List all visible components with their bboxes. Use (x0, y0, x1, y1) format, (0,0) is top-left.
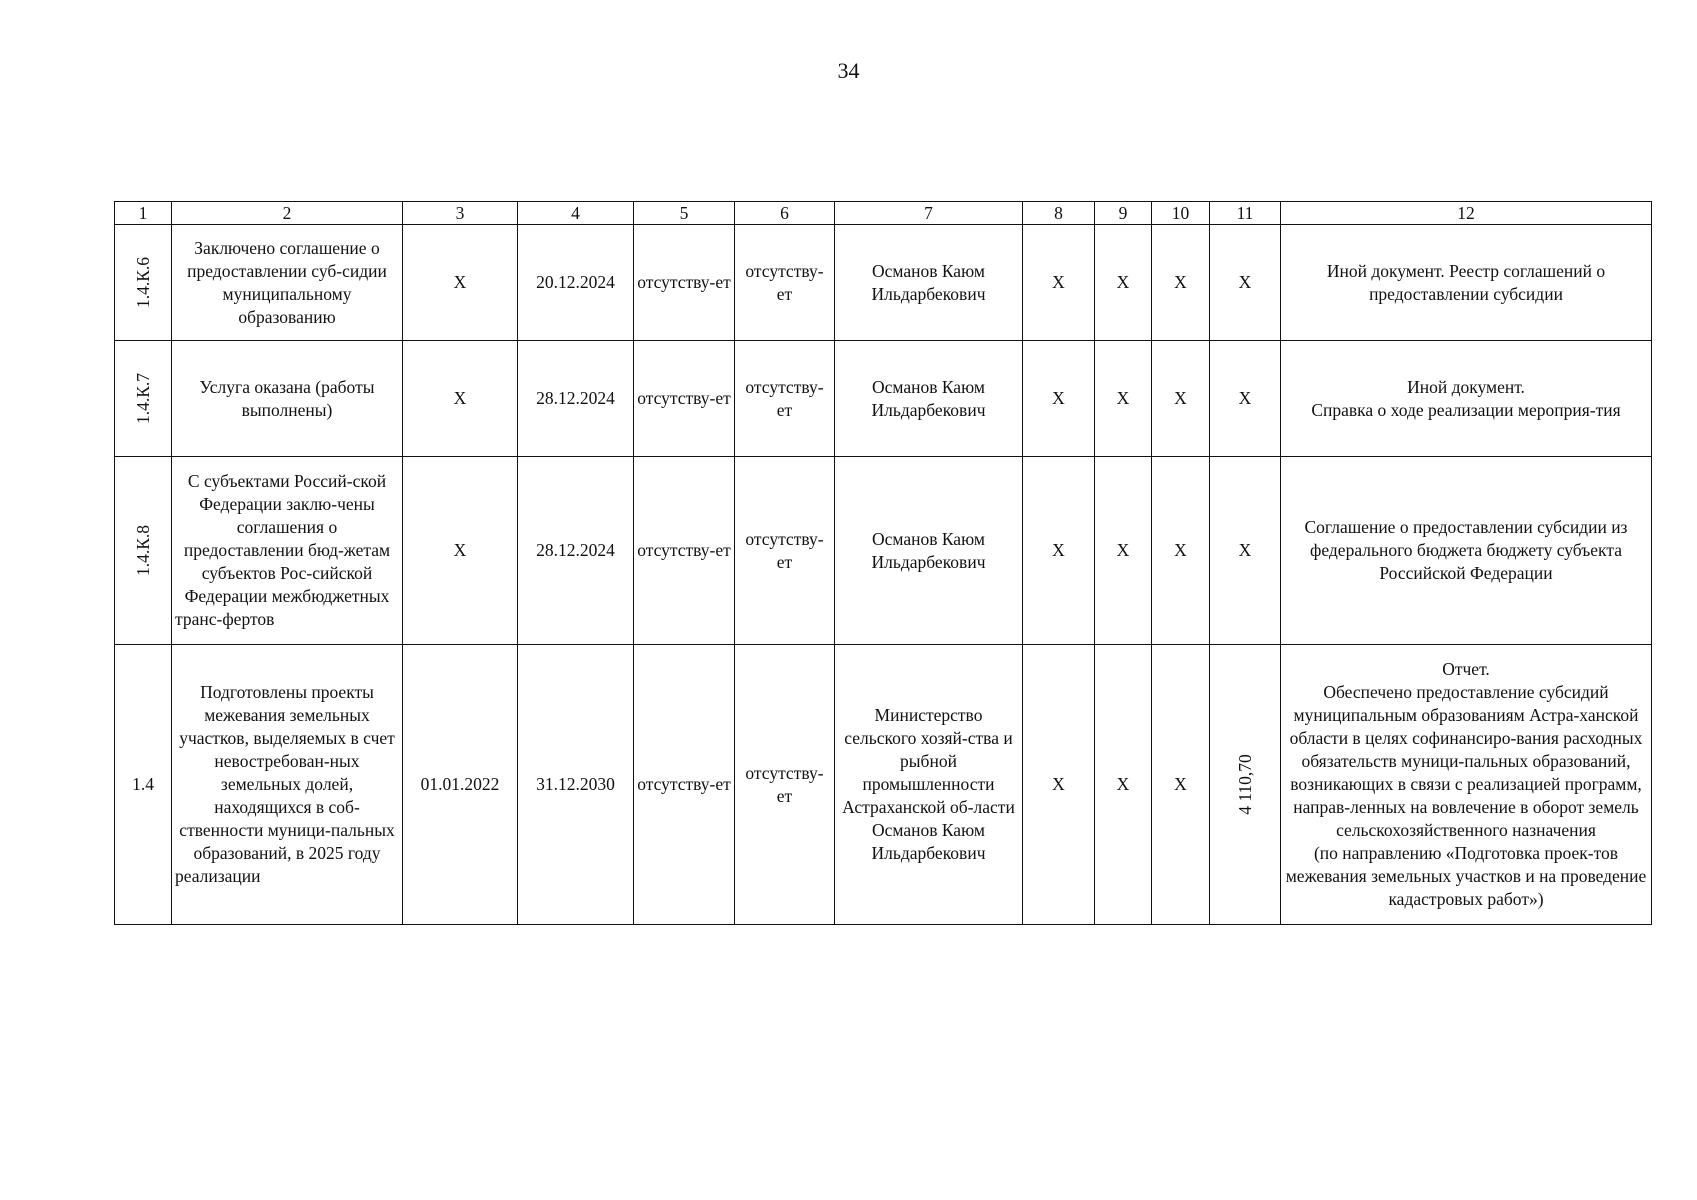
row-result: Соглашение о предоставлении субсидии из федерального бюджета бюджету субъекта Российской Федерации (1281, 457, 1652, 645)
column-header-11: 11 (1210, 202, 1281, 225)
table-row (115, 645, 1652, 925)
row-col8: X (1023, 645, 1095, 925)
row-col10: X (1152, 645, 1210, 925)
events-table (114, 201, 1652, 925)
row-code: 1.4.К.6 (133, 256, 154, 309)
table-row (115, 341, 1652, 457)
row-col10: X (1152, 341, 1210, 457)
table-row (115, 457, 1652, 645)
row-col6: отсутству-ет (735, 457, 835, 645)
row-code-cell (115, 457, 172, 645)
row-result: Отчет. Обеспечено предоставление субсидий муниципальным образованиям Астра-ханской области в целях софинансиро-вания расходных обязательств муници-пальных образований, возникающих в связи с реализацией программ, направ-ленных на вовлечение в оборот земель сельскохозяйственного назначения (по направлению «Подготовка проек-тов межевания земельных участков и на проведение кадастровых работ») (1281, 645, 1652, 925)
column-header-5: 5 (634, 202, 735, 225)
row-col11: X (1210, 457, 1281, 645)
row-col9: X (1095, 341, 1152, 457)
row-col5: отсутству-ет (634, 457, 735, 645)
column-header-6: 6 (735, 202, 835, 225)
row-col9: X (1095, 457, 1152, 645)
row-responsible: Османов Каюм Ильдарбекович (835, 457, 1023, 645)
row-col5: отсутству-ет (634, 645, 735, 925)
column-header-12: 12 (1281, 202, 1652, 225)
row-col8: X (1023, 225, 1095, 341)
column-header-10: 10 (1152, 202, 1210, 225)
row-code-cell (115, 341, 172, 457)
row-start: 01.01.2022 (403, 645, 518, 925)
table-row (115, 225, 1652, 341)
row-code-cell (115, 225, 172, 341)
row-col9: X (1095, 225, 1152, 341)
column-header-9: 9 (1095, 202, 1152, 225)
row-col9: X (1095, 645, 1152, 925)
row-code: 1.4.К.7 (133, 372, 154, 425)
row-col11-cell (1210, 645, 1281, 925)
row-end: 28.12.2024 (518, 457, 634, 645)
row-name: Подготовлены проекты межевания земельных участков, выделяемых в счет невостребован-ных земельных долей, находящихся в соб-ственности муници-пальных образований, в 2025 году реализации (172, 645, 403, 925)
row-col11: X (1210, 225, 1281, 341)
row-col8: X (1023, 457, 1095, 645)
column-header-7: 7 (835, 202, 1023, 225)
row-name: С субъектами Россий-ской Федерации заклю-чены соглашения о предоставлении бюд-жетам субъектов Рос-сийской Федерации межбюджетных транс-фертов (172, 457, 403, 645)
row-col5: отсутству-ет (634, 225, 735, 341)
row-start: X (403, 457, 518, 645)
row-start: X (403, 225, 518, 341)
row-col6: отсутству-ет (735, 225, 835, 341)
column-header-1: 1 (115, 202, 172, 225)
row-col8: X (1023, 341, 1095, 457)
row-result: Иной документ. Реестр соглашений о предоставлении субсидии (1281, 225, 1652, 341)
row-col10: X (1152, 225, 1210, 341)
row-start: X (403, 341, 518, 457)
row-col11: X (1210, 341, 1281, 457)
row-code: 1.4.К.8 (133, 524, 154, 577)
row-col6: отсутству-ет (735, 341, 835, 457)
row-responsible: Османов Каюм Ильдарбекович (835, 225, 1023, 341)
row-responsible: Министерство сельского хозяй-ства и рыбной промышленности Астраханской об-ласти Османов Каюм Ильдарбекович (835, 645, 1023, 925)
column-header-3: 3 (403, 202, 518, 225)
row-end: 31.12.2030 (518, 645, 634, 925)
row-end: 28.12.2024 (518, 341, 634, 457)
column-header-2: 2 (172, 202, 403, 225)
page-number: 34 (837, 58, 860, 83)
header-row (115, 202, 1652, 225)
row-name: Заключено соглашение о предоставлении суб-сидии муниципальному образованию (172, 225, 403, 341)
row-result: Иной документ. Справка о ходе реализации мероприя-тия (1281, 341, 1652, 457)
row-col6: отсутству-ет (735, 645, 835, 925)
row-col10: X (1152, 457, 1210, 645)
row-end: 20.12.2024 (518, 225, 634, 341)
row-name: Услуга оказана (работы выполнены) (172, 341, 403, 457)
row-responsible: Османов Каюм Ильдарбекович (835, 341, 1023, 457)
row-col11: 4 110,70 (1234, 754, 1255, 815)
row-col5: отсутству-ет (634, 341, 735, 457)
row-code: 1.4 (115, 645, 172, 925)
column-header-4: 4 (518, 202, 634, 225)
column-header-8: 8 (1023, 202, 1095, 225)
